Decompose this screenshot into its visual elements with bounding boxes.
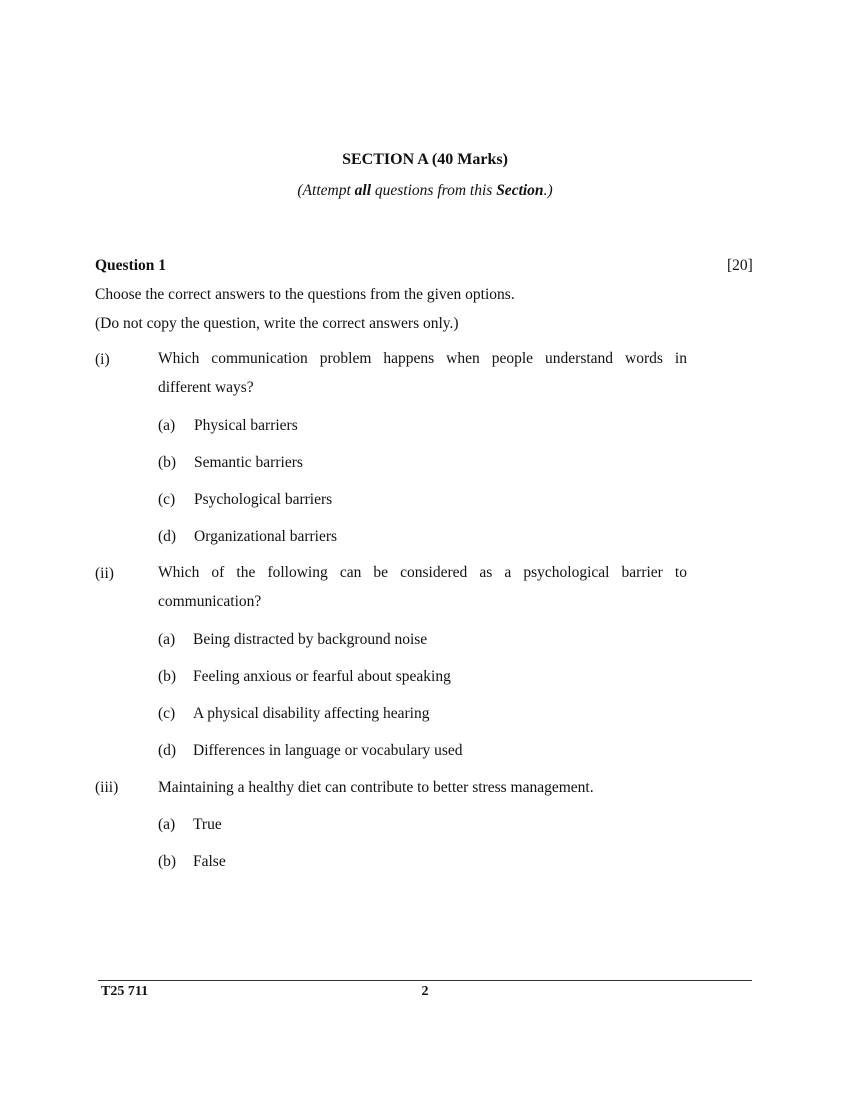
option-letter: (a) (158, 631, 176, 648)
item-question-line: different ways? (158, 378, 254, 396)
question-title: Question 1 (95, 257, 167, 274)
option-letter: (a) (158, 417, 176, 434)
option-letter: (b) (158, 853, 177, 870)
option-text: Organizational barriers (194, 528, 338, 545)
item-question-line: Which of the following can be considered as a psychological barrier to (158, 564, 687, 581)
item-number: (i) (95, 351, 110, 368)
item-question-text (158, 559, 687, 616)
section-instruction-all: all (354, 182, 372, 199)
option-letter: (a) (158, 816, 176, 833)
question-instruction-note: (Do not copy the question, write the correct answers only.) (95, 315, 459, 332)
option-text: Being distracted by background noise (193, 631, 428, 648)
section-instruction (0, 182, 850, 200)
item-number: (ii) (95, 565, 114, 582)
section-instruction-mid: questions from this (371, 182, 497, 199)
option-letter: (b) (158, 454, 177, 471)
option-text: Differences in language or vocabulary used (193, 742, 463, 759)
section-title: SECTION A (40 Marks) (342, 151, 508, 168)
option-text: True (193, 816, 222, 833)
section-instruction-post: .) (543, 182, 553, 199)
option-text: A physical disability affecting hearing (193, 705, 430, 722)
item-question-text: Maintaining a healthy diet can contribute to better stress management. (158, 779, 594, 796)
option-text: Semantic barriers (194, 454, 303, 471)
option-letter: (c) (158, 491, 176, 508)
item-question-line: communication? (158, 592, 262, 610)
footer-divider (98, 980, 752, 981)
option-letter: (d) (158, 742, 177, 759)
option-letter: (c) (158, 705, 176, 722)
section-instruction-pre: (Attempt (297, 182, 355, 199)
item-number: (iii) (95, 779, 119, 796)
paper-code: T25 711 (101, 984, 149, 999)
option-text: Feeling anxious or fearful about speaking (193, 668, 451, 685)
item-question-line: Which communication problem happens when people understand words in (158, 350, 687, 367)
question-instruction: Choose the correct answers to the questions from the given options. (95, 286, 515, 303)
page-number: 2 (421, 984, 429, 999)
option-text: Physical barriers (194, 417, 298, 434)
option-text: Psychological barriers (194, 491, 333, 508)
option-letter: (d) (158, 528, 177, 545)
item-question-text (158, 345, 687, 402)
option-letter: (b) (158, 668, 177, 685)
question-marks: [20] (727, 257, 753, 274)
section-instruction-section: Section (496, 182, 544, 199)
option-text: False (193, 853, 226, 870)
